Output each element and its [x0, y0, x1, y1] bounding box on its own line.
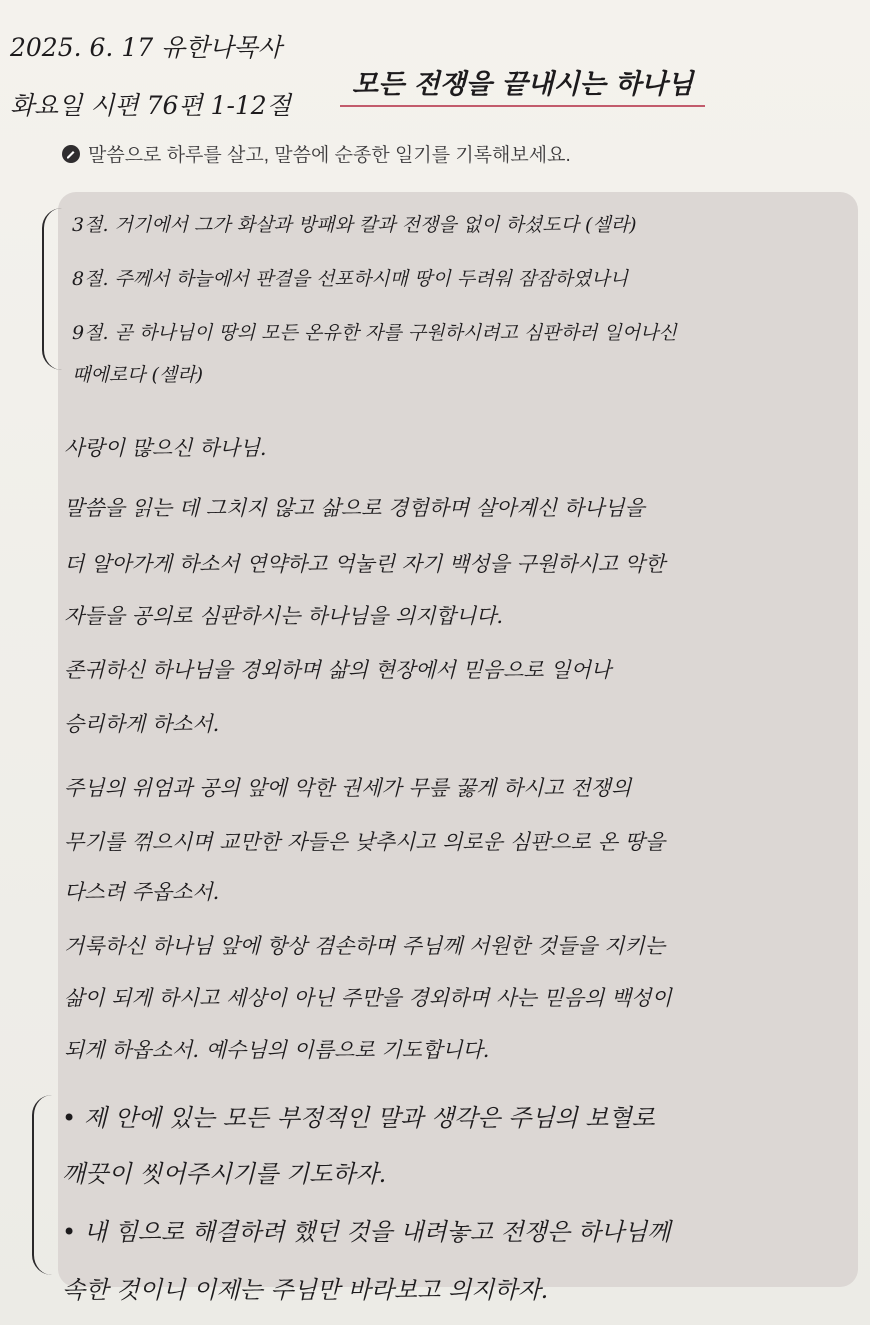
prayer-line: 무기를 꺾으시며 교만한 자들은 낮추시고 의로운 심판으로 온 땅을: [64, 830, 666, 854]
prayer-line: 승리하게 하소서.: [64, 712, 220, 736]
prayer-line: 자들을 공의로 심판하시는 하나님을 의지합니다.: [64, 604, 504, 628]
verse-line: 때에로다 (셀라): [72, 364, 203, 386]
prayer-line: 말씀을 읽는 데 그치지 않고 삶으로 경험하며 살아계신 하나님을: [64, 496, 645, 520]
prayer-line: 되게 하옵소서. 예수님의 이름으로 기도합니다.: [64, 1038, 490, 1062]
entry-title: 모든 전쟁을 끝내시는 하나님: [340, 62, 705, 107]
instruction-line: [62, 140, 571, 167]
application-line: • 제 안에 있는 모든 부정적인 말과 생각은 주님의 보혈로: [62, 1104, 655, 1132]
verse-line: 8절. 주께서 하늘에서 판결을 선포하시매 땅이 두려워 잠잠하였나니: [72, 268, 628, 290]
entry-date: 2025. 6. 17 유한나목사: [10, 33, 282, 62]
prayer-line: 거룩하신 하나님 앞에 항상 겸손하며 주님께 서원한 것들을 지키는: [64, 934, 666, 958]
application-bracket: [32, 1095, 56, 1275]
application-line: • 내 힘으로 해결하려 했던 것을 내려놓고 전쟁은 하나님께: [62, 1218, 671, 1246]
prayer-line: 존귀하신 하나님을 경외하며 삶의 현장에서 믿음으로 일어나: [64, 658, 612, 682]
verse-line: 9절. 곧 하나님이 땅의 모든 온유한 자를 구원하시려고 심판하러 일어나신: [72, 322, 677, 344]
instruction-text: 말씀으로 하루를 살고, 말씀에 순종한 일기를 기록해보세요.: [88, 145, 571, 166]
prayer-line: 다스려 주옵소서.: [64, 880, 220, 904]
verse-bracket: [42, 208, 66, 370]
pencil-icon: [62, 145, 80, 163]
prayer-line: 주님의 위엄과 공의 앞에 악한 권세가 무릎 꿇게 하시고 전쟁의: [64, 776, 632, 800]
prayer-line: 사랑이 많으신 하나님.: [64, 436, 267, 460]
scripture-reference: 화요일 시편 76편 1-12절: [10, 91, 291, 120]
application-line: 깨끗이 씻어주시기를 기도하자.: [62, 1160, 387, 1188]
prayer-line: 더 알아가게 하소서 연약하고 억눌린 자기 백성을 구원하시고 악한: [64, 552, 666, 576]
application-line: 속한 것이니 이제는 주님만 바라보고 의지하자.: [62, 1276, 549, 1304]
verse-line: 3절. 거기에서 그가 화살과 방패와 칼과 전쟁을 없이 하셨도다 (셀라): [72, 214, 637, 236]
prayer-line: 삶이 되게 하시고 세상이 아닌 주만을 경외하며 사는 믿음의 백성이: [64, 986, 672, 1010]
